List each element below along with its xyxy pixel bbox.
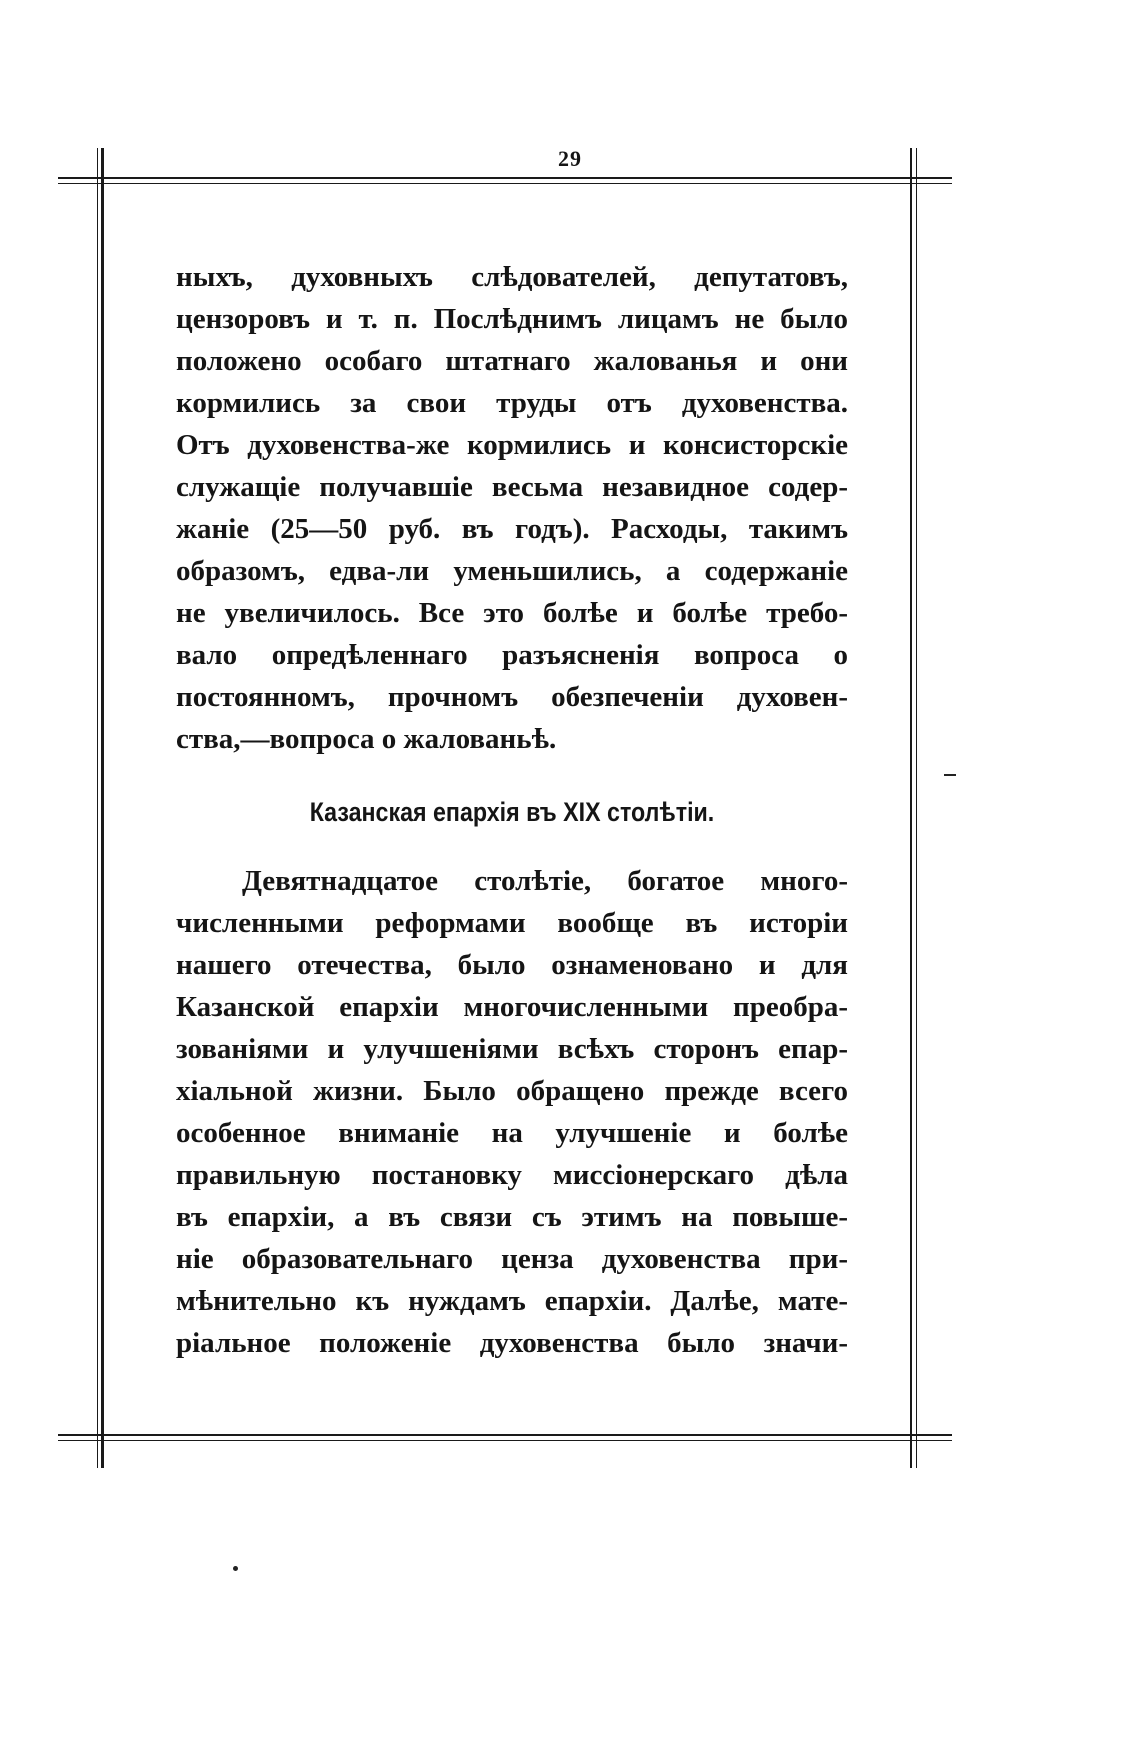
text-line: ныхъ, духовныхъ слѣдователей, депутатовъ, [176, 261, 848, 293]
top-rule-inner [58, 183, 952, 184]
text-line: жаніе (25—50 руб. въ годъ). Расходы, такимъ [176, 513, 848, 545]
section-heading: Казанская епархія въ XIX столѣтіи. [309, 797, 715, 827]
right-rule [910, 148, 912, 1468]
text-line: Девятнадцатое столѣтіе, богатое много- [242, 865, 848, 897]
text-line: въ епархіи, а въ связи съ этимъ на повыше- [176, 1201, 848, 1233]
text-line: нашего отечества, было ознаменовано и для [176, 949, 848, 981]
text-line: вало опредѣленнаго разъясненія вопроса о [176, 639, 848, 671]
text-line: постоянномъ, прочномъ обезпеченіи духовен- [176, 681, 848, 713]
text-line: кормились за свои труды отъ духовенства. [176, 387, 848, 419]
text-line: зованіями и улучшеніями всѣхъ сторонъ епар- [176, 1033, 848, 1065]
bottom-rule-inner [58, 1440, 952, 1441]
left-rule-thin [97, 148, 98, 1468]
ink-dot-mark [233, 1566, 238, 1571]
text-line: ріальное положеніе духовенства было значи- [176, 1327, 848, 1359]
text-line: положено особаго штатнаго жалованья и они [176, 345, 848, 377]
text-line: особенное вниманіе на улучшеніе и болѣе [176, 1117, 848, 1149]
text-line: Казанской епархіи многочисленными преобра- [176, 991, 848, 1023]
paragraph-1 [176, 256, 848, 760]
text-line: не увеличилось. Все это болѣе и болѣе требо- [176, 597, 848, 629]
text-line: образомъ, едва-ли уменьшились, а содержаніе [176, 555, 848, 587]
text-line: хіальной жизни. Было обращено прежде всего [176, 1075, 848, 1107]
top-rule-outer [58, 177, 952, 179]
text-line: численными реформами вообще въ исторіи [176, 907, 848, 939]
text-line: мѣнительно къ нуждамъ епархіи. Далѣе, мате- [176, 1285, 848, 1317]
paragraph-2 [176, 860, 848, 1364]
text-line: цензоровъ и т. п. Послѣднимъ лицамъ не было [176, 303, 848, 335]
text-line: ства,—вопроса о жалованьѣ. [176, 723, 557, 755]
bottom-rule-outer [58, 1434, 952, 1436]
right-rule-thin [916, 148, 917, 1468]
text-line: ніе образовательнаго ценза духовенства при- [176, 1243, 848, 1275]
text-line: служащіе получавшіе весьма незавидное содер- [176, 471, 848, 503]
left-rule [101, 148, 104, 1468]
page-number: 29 [558, 146, 582, 171]
text-line: правильную постановку миссіонерскаго дѣла [176, 1159, 848, 1191]
text-line: Отъ духовенства-же кормились и консисторскіе [176, 429, 848, 461]
margin-dash-mark [944, 774, 956, 776]
